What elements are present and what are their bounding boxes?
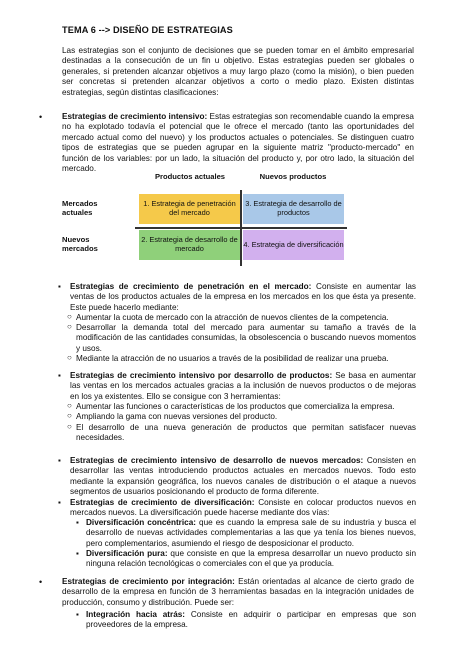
matrix-cell-product-development: 3. Estrategia de desarrollo de productos xyxy=(243,194,344,224)
list-item-label: Diversificación pura: xyxy=(86,549,168,558)
section-text: Consisten en desarrollar las ventas introduciendo productos actuales en mercados nuevos. Todo esto mediante la expansión geográfica, los nuevos canales de distribución o el ataque a nuevos segmentos de usuarios posicionando el producto de forma diferente. xyxy=(70,456,416,497)
square-bullet-icon: ▪ xyxy=(76,610,79,619)
list-item-label: Diversificación concéntrica: xyxy=(86,518,196,527)
section-product-development xyxy=(58,371,416,402)
section-text: Consiste en aumentar las ventas de los productos actuales de la empresa en los mercados en los que ésta ya presente. Este puede hacerlo mediante: xyxy=(70,282,416,312)
section-heading: Estrategias de crecimiento intensivo de desarrollo de nuevos mercados: xyxy=(70,456,364,465)
square-bullet-icon: ▪ xyxy=(58,282,61,291)
section-heading: Estrategias de crecimiento de penetración en el mercado: xyxy=(70,282,312,291)
bullet-icon: • xyxy=(39,577,43,587)
list-item xyxy=(67,422,416,444)
matrix-cell-diversification: 4. Estrategia de diversificación xyxy=(243,230,344,260)
list-item-text: que es cuando la empresa sale de su industria y busca el desarrollo de nuevas actividades complementarias a las que ya tenía los bienes nuevos, pero complementarios, asumiendo el riesgo de desposicionar el producto. xyxy=(86,518,416,548)
square-bullet-icon: ▪ xyxy=(58,498,61,507)
product-market-matrix xyxy=(62,172,352,268)
list-item xyxy=(67,353,416,364)
list-item-text: Aumentar las funciones o características de los productos que comercializa la empresa. xyxy=(76,402,395,411)
matrix-col-header-current-products: Productos actuales xyxy=(154,172,226,181)
list-item xyxy=(76,610,416,631)
circle-bullet-icon: ○ xyxy=(67,401,72,410)
list-item xyxy=(67,411,416,422)
intro-paragraph: Las estrategias son el conjunto de decisiones que se pueden tomar en el ámbito empresarial destinadas a la consecución de un fin u objetivo. Estas estrategias pueden ser globales o generales, si pretenden alcanzar objetivos a muy largo plazo (como la misión), o bien pueden ser concretas si pretenden alcanzar objetivos a corto o medio plazo. Existen distintas estrategias, según distintas clasificaciones: xyxy=(62,46,414,97)
list-item xyxy=(76,518,416,549)
list-item-text: Consiste en adquirir o participar en empresas que son proveedores de la empresa. xyxy=(86,610,416,630)
matrix-divider-horizontal xyxy=(135,227,347,229)
circle-bullet-icon: ○ xyxy=(67,422,72,431)
bullet-icon: • xyxy=(39,112,43,122)
list-item xyxy=(67,401,416,412)
square-bullet-icon: ▪ xyxy=(76,518,79,527)
bullet-text: Están orientadas al alcance de cierto grado de desarrollo de la empresa en función de 3 herramientas basadas en la integración unidades de producción, consumo y distribución. Puede ser: xyxy=(62,577,414,607)
circle-bullet-icon: ○ xyxy=(67,312,72,321)
section-heading: Estrategias de crecimiento intensivo por desarrollo de productos: xyxy=(70,371,333,380)
list-item-text: Mediante la atracción de no usuarios a través de la posibilidad de realizar una prueba. xyxy=(76,354,389,363)
section-market-penetration xyxy=(58,282,416,313)
bullet-integration-growth xyxy=(39,577,414,608)
list-item xyxy=(67,322,416,354)
square-bullet-icon: ▪ xyxy=(76,549,79,558)
matrix-row-header-new-markets: Nuevos mercados xyxy=(62,235,98,253)
square-bullet-icon: ▪ xyxy=(58,371,61,380)
list-item-text: El desarrollo de una nueva generación de productos que permitan satisfacer nuevas necesidades. xyxy=(76,423,416,443)
list-item-text: Aumentar la cuota de mercado con la atracción de nuevos clientes de la competencia. xyxy=(76,313,389,322)
bullet-heading: Estrategias de crecimiento por integración: xyxy=(62,577,235,586)
matrix-cell-market-penetration: 1. Estrategia de penetración del mercado xyxy=(139,194,240,224)
circle-bullet-icon: ○ xyxy=(67,411,72,420)
bullet-heading: Estrategias de crecimiento intensivo: xyxy=(62,112,208,121)
page-title: TEMA 6 --> DISEÑO DE ESTRATEGIAS xyxy=(62,25,233,35)
square-bullet-icon: ▪ xyxy=(58,456,61,465)
section-diversification xyxy=(58,498,416,519)
list-item-text: Ampliando la gama con nuevas versiones del producto. xyxy=(76,412,278,421)
section-text: Consiste en colocar productos nuevos en mercados nuevos. La diversificación puede hacerse mediante dos vías: xyxy=(70,498,416,518)
bullet-text: Estas estrategias son recomendable cuando la empresa no ha explotado todavía el potencial que le ofrece el mercado (tanto las oportunidades del mercado actual como del nuevo) y los productos actuales o potenciales. Se distinguen cuatro tipos de estrategias que se pueden agrupar en la siguiente matriz "producto-mercado" en función de los variables: por un lado, la situación del producto y, por otro lado, la situación del mercado. xyxy=(62,112,414,174)
list-item xyxy=(67,312,416,323)
circle-bullet-icon: ○ xyxy=(67,322,72,331)
bullet-intensive-growth xyxy=(39,112,414,174)
circle-bullet-icon: ○ xyxy=(67,353,72,362)
matrix-col-header-new-products: Nuevos productos xyxy=(259,172,327,181)
section-text: Se basa en aumentar las ventas en los mercados actuales gracias a la inclusión de nuevos productos o de mejoras en los ya existentes. Ello se consigue con 3 herramientas: xyxy=(70,371,416,401)
list-item-text: que consiste en que la empresa desarrollar un nuevo producto sin ninguna relación tecnológicas o comerciales con el que ya producía. xyxy=(86,549,417,569)
matrix-row-header-current-markets: Mercados actuales xyxy=(62,199,98,217)
list-item-label: Integración hacia atrás: xyxy=(86,610,186,619)
list-item-text: Desarrollar la demanda total del mercado para aumentar su tamaño a través de la modificación de las cantidades consumidas, la obsolescencia o buscando nuevos momentos y usos. xyxy=(76,323,416,353)
list-item xyxy=(76,549,417,570)
section-heading: Estrategias de crecimiento de diversificación: xyxy=(70,498,255,507)
matrix-cell-market-development: 2. Estrategia de desarrollo de mercado xyxy=(139,230,240,260)
section-new-markets xyxy=(58,456,416,498)
